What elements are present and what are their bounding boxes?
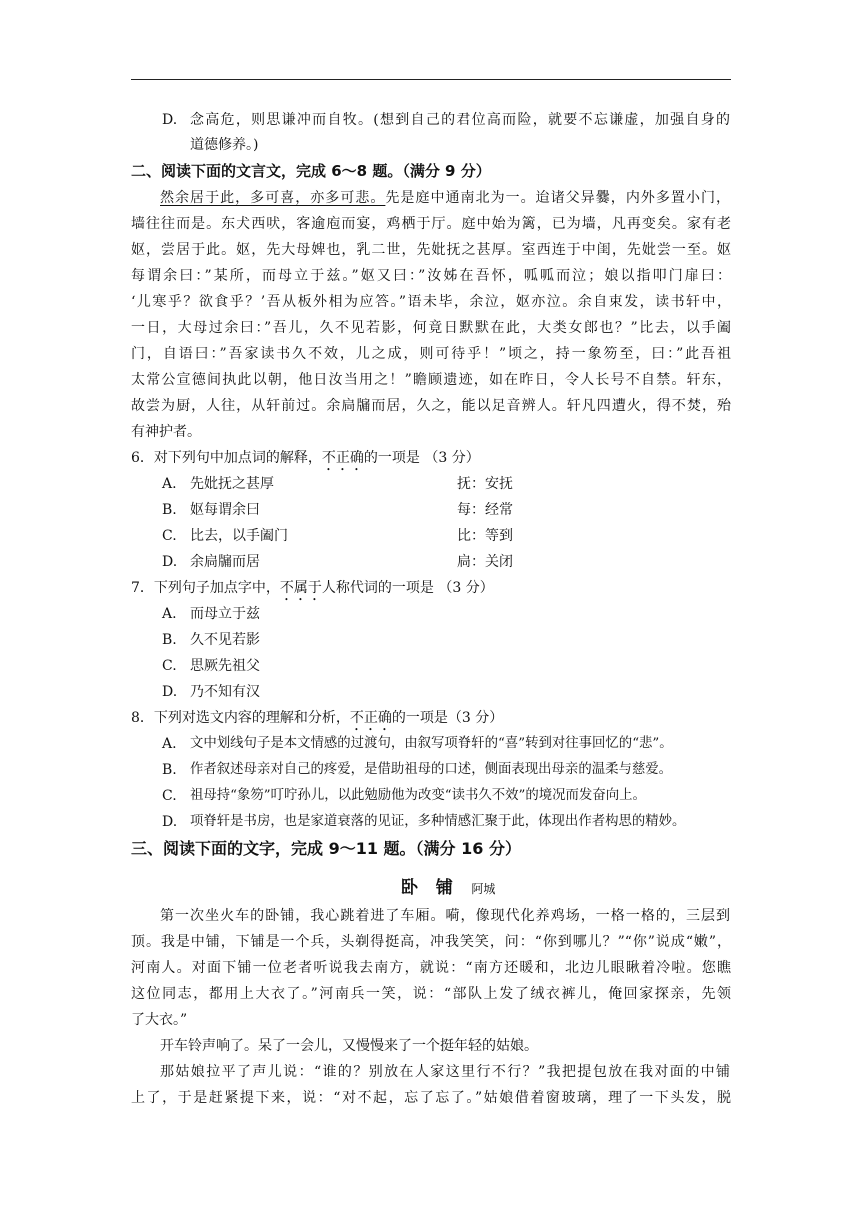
q7-option-b-letter: B.	[162, 632, 177, 648]
q6-option-a-letter: A.	[162, 476, 177, 492]
top-option-d-line2: 道德修养。)	[190, 137, 259, 153]
q7-option-b-text: 久不见若影	[190, 632, 260, 648]
passage-line-10: 有神护者。	[131, 424, 201, 440]
passage-underlined-sentence: 然余居于此，多可喜，亦多可悲。	[160, 190, 386, 206]
story-title: 卧 铺	[401, 878, 459, 898]
section3-heading: 三、阅读下面的文字，完成 9～11 题。（满分 16 分）	[131, 839, 521, 858]
passage-line-6: 一日，大母过余曰：”吾儿，久不见若影，何竟日默默在此，大类女郎也？”比去，以手阖	[131, 320, 731, 336]
story-line-6: 开车铃声响了。呆了一会儿，又慢慢来了一个挺年轻的姑娘。	[160, 1038, 538, 1054]
story-line-4: 这位同志，都用上大衣了。”河南兵一笑，说：“部队上发了绒衣裤儿，俺回家探亲，先领	[131, 986, 731, 1002]
q7-stem: 7．下列句子加点字中，不属于人称代词的一项是 （3 分）	[131, 580, 494, 596]
q6-option-a-text: 先妣抚之甚厚	[190, 476, 274, 492]
q8-stem: 8．下列对选文内容的理解和分析，不正确的一项是（3 分）	[131, 710, 504, 726]
passage-line-9: 故尝为厨，人往，从轩前过。余扃牖而居，久之，能以足音辨人。轩凡四遭火，得不焚，殆	[131, 398, 731, 414]
passage-line-8: 太常公宣德间执此以朝，他日汝当用之！”瞻顾遗迹，如在昨日，令人长号不自禁。轩东，	[131, 372, 731, 388]
q8-option-b-letter: B.	[162, 762, 177, 778]
story-author: 阿城	[471, 882, 496, 896]
q8-option-b-text: 作者叙述母亲对自己的疼爱，是借助祖母的口述，侧面表现出母亲的温柔与慈爱。	[190, 762, 673, 777]
q6-option-c-gloss: 比：等到	[457, 528, 513, 544]
q8-option-a-text: 文中划线句子是本文情感的过渡句，由叙写项脊轩的“喜”转到对往事回忆的“悲”。	[190, 736, 673, 751]
q6-option-b-letter: B.	[162, 502, 177, 518]
q6-option-b-text: 妪每谓余曰	[190, 502, 260, 518]
passage-line-7: 门，自语曰：”吾家读书久不效，儿之成，则可待乎！”顷之，持一象笏至，曰：”此吾祖	[131, 346, 731, 362]
story-line-8: 上了，于是赶紧提下来，说：“对不起，忘了忘了。”姑娘借着窗玻璃，理了一下头发，脱	[131, 1090, 731, 1106]
q6-option-d-gloss: 扃：关闭	[457, 554, 513, 570]
q7-option-c-text: 思厥先祖父	[190, 658, 260, 674]
q8-option-c-letter: C.	[162, 788, 177, 804]
q7-option-a-letter: A.	[162, 606, 177, 622]
story-line-1: 第一次坐火车的卧铺，我心跳着进了车厢。嗬，像现代化养鸡场，一格一格的，三层到	[160, 908, 730, 924]
q6-option-c-letter: C.	[162, 528, 177, 544]
story-line-7: 那姑娘拉平了声儿说：“谁的？别放在人家这里行不行？”我把提包放在我对面的中铺	[160, 1064, 730, 1080]
q6-option-d-text: 余扃牖而居	[190, 554, 260, 570]
story-line-3: 河南人。对面下铺一位老者听说我去南方，就说：“南方还暖和，北边儿眼瞅着冷啦。您瞧	[131, 960, 731, 976]
q8-option-d-text: 项脊轩是书房，也是家道衰落的见证，多种情感汇聚于此，体现出作者构思的精妙。	[190, 814, 686, 829]
q8-option-d-letter: D.	[162, 814, 178, 830]
q7-option-d-letter: D.	[162, 684, 178, 700]
passage-line-1: 然余居于此，多可喜，亦多可悲。先是庭中通南北为一。迨诸父异爨，内外多置小门，	[160, 190, 730, 206]
q6-option-d-letter: D.	[162, 554, 178, 570]
q6-option-a-gloss: 抚：安抚	[457, 476, 513, 492]
q7-option-c-letter: C.	[162, 658, 177, 674]
q6-stem: 6．对下列句中加点词的解释，不正确的一项是 （3 分）	[131, 450, 480, 466]
section2-heading: 二、阅读下面的文言文，完成 6～8 题。（满分 9 分）	[131, 162, 491, 180]
passage-line-3: 妪，尝居于此。妪，先大母婢也，乳二世，先妣抚之甚厚。室西连于中闺，先妣尝一至。妪	[131, 242, 731, 258]
q6-option-b-gloss: 每：经常	[457, 502, 513, 518]
passage-line-5: ‘儿寒乎？欲食乎？’吾从板外相为应答。”语未毕，余泣，妪亦泣。余自束发，读书轩中，	[131, 294, 731, 310]
story-line-2: 顶。我是中铺，下铺是一个兵，头剃得挺高，冲我笑笑，问：“你到哪儿？”“你”说成“嫩”，	[131, 934, 731, 950]
passage-line-2: 墙往往而是。东犬西吠，客逾庖而宴，鸡栖于厅。庭中始为篱，已为墙，凡再变矣。家有老	[131, 216, 731, 232]
story-line-5: 了大衣。”	[131, 1012, 188, 1028]
top-option-d-letter: D.	[162, 112, 178, 128]
q6-option-c-text: 比去，以手阖门	[190, 528, 288, 544]
q7-option-a-text: 而母立于兹	[190, 606, 260, 622]
top-option-d-line1: 念高危，则思谦冲而自牧。(想到自己的君位高而险，就要不忘谦虚，加强自身的	[190, 112, 730, 128]
q8-option-c-text: 祖母持“象笏”叮咛孙儿，以此勉励他为改变“读书久不效”的境况而发奋向上。	[190, 788, 646, 803]
header-rule	[131, 79, 731, 80]
q8-option-a-letter: A.	[162, 736, 177, 752]
passage-line-4: 每谓余曰：”某所，而母立于兹。”妪又曰：”汝姊在吾怀，呱呱而泣；娘以指叩门扉曰：	[131, 268, 731, 284]
q7-option-d-text: 乃不知有汉	[190, 684, 260, 700]
story-title-block	[401, 878, 495, 899]
